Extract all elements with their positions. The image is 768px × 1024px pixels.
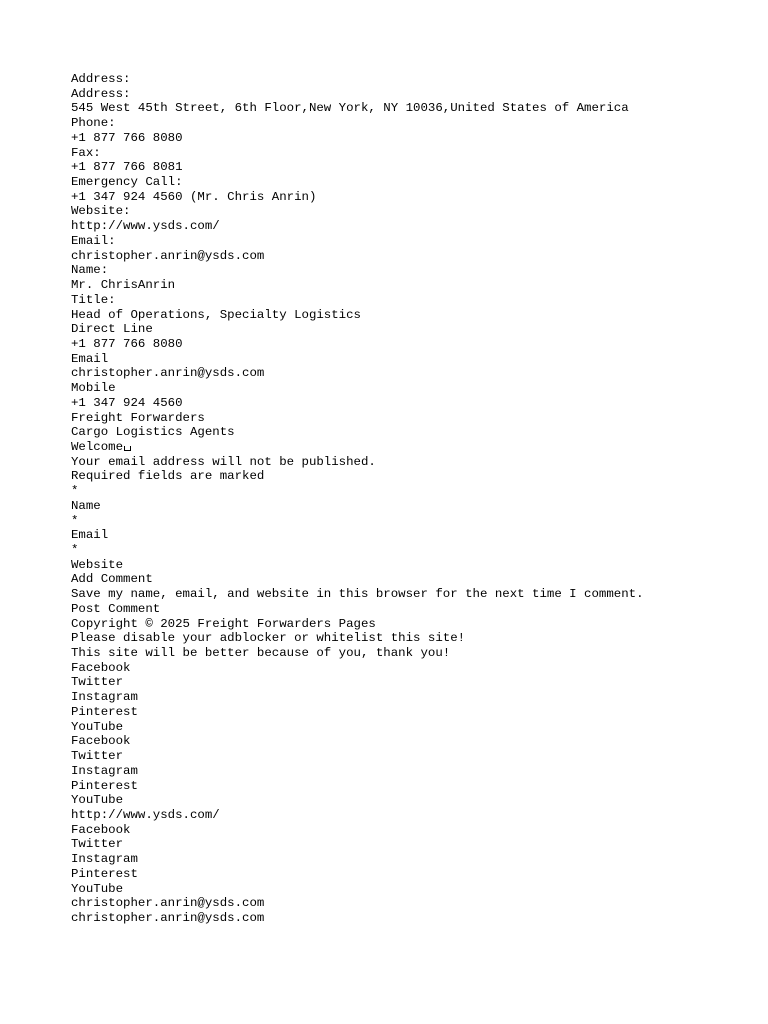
social-youtube-link[interactable]: YouTube	[71, 881, 124, 896]
name-value: Mr. ChrisAnrin	[71, 278, 176, 293]
email2-link[interactable]: christopher.anrin@ysds.com	[71, 366, 265, 381]
title-label: Title:	[71, 292, 116, 307]
adblock-notice: Please disable your adblocker or whitelist this site!	[71, 631, 466, 646]
email-notice: Your email address will not be published.	[71, 454, 376, 469]
page-content	[71, 72, 731, 926]
phone-label: Phone:	[71, 116, 116, 131]
title-value: Head of Operations, Specialty Logistics	[71, 307, 361, 322]
social-youtube-link[interactable]: YouTube	[71, 793, 124, 808]
website-field-label[interactable]: Website	[71, 557, 124, 572]
thanks-notice: This site will be better because of you, thank you!	[71, 646, 451, 661]
social-instagram-link[interactable]: Instagram	[71, 852, 138, 867]
name-label: Name:	[71, 263, 109, 278]
social-facebook-link[interactable]: Facebook	[71, 822, 131, 837]
email-field-label[interactable]: Email	[71, 528, 109, 543]
email2-label: Email	[71, 351, 109, 366]
name-field-label[interactable]: Name	[71, 498, 101, 513]
website-link[interactable]: http://www.ysds.com/	[71, 807, 220, 822]
mobile-label: Mobile	[71, 381, 116, 396]
social-instagram-link[interactable]: Instagram	[71, 763, 138, 778]
website-link[interactable]: http://www.ysds.com/	[71, 219, 220, 234]
social-pinterest-link[interactable]: Pinterest	[71, 704, 138, 719]
emergency-value[interactable]: +1 347 924 4560 (Mr. Chris Anrin)	[71, 189, 317, 204]
social-pinterest-link[interactable]: Pinterest	[71, 778, 138, 793]
social-facebook-link[interactable]: Facebook	[71, 734, 131, 749]
email-link[interactable]: christopher.anrin@ysds.com	[71, 896, 265, 911]
post-comment-button[interactable]: Post Comment	[71, 601, 161, 616]
tag-freight-forwarders[interactable]: Freight Forwarders	[71, 410, 205, 425]
tag-cargo-logistics-agents[interactable]: Cargo Logistics Agents	[71, 425, 235, 440]
fax-label: Fax:	[71, 145, 101, 160]
social-twitter-link[interactable]: Twitter	[71, 749, 124, 764]
address-label: Address:	[71, 86, 131, 101]
emergency-label: Emergency Call:	[71, 175, 183, 190]
add-comment-field[interactable]: Add Comment	[71, 572, 153, 587]
website-label: Website:	[71, 204, 131, 219]
social-twitter-link[interactable]: Twitter	[71, 675, 124, 690]
required-note: Required fields are marked	[71, 469, 265, 484]
social-twitter-link[interactable]: Twitter	[71, 837, 124, 852]
phone-value[interactable]: +1 877 766 8080	[71, 130, 183, 145]
email-link[interactable]: christopher.anrin@ysds.com	[71, 910, 265, 925]
save-consent-checkbox[interactable]: Save my name, email, and website in this browser for the next time I comment.	[71, 587, 644, 602]
placeholder-glyph-icon	[124, 446, 131, 451]
social-instagram-link[interactable]: Instagram	[71, 690, 138, 705]
name-required-marker: *	[71, 513, 79, 528]
social-facebook-link[interactable]: Facebook	[71, 660, 131, 675]
social-youtube-link[interactable]: YouTube	[71, 719, 124, 734]
welcome-heading	[71, 440, 731, 455]
address-heading: Address:	[71, 72, 131, 86]
fax-value: +1 877 766 8081	[71, 160, 183, 175]
welcome-text: Welcome	[71, 439, 124, 454]
address-value: 545 West 45th Street, 6th Floor,New York, NY 10036,United States of America	[71, 101, 629, 116]
copyright: Copyright © 2025 Freight Forwarders Pages	[71, 616, 376, 631]
email-required-marker: *	[71, 543, 79, 557]
required-marker: *	[71, 484, 79, 499]
social-pinterest-link[interactable]: Pinterest	[71, 866, 138, 881]
email-link[interactable]: christopher.anrin@ysds.com	[71, 248, 265, 263]
direct-line-label: Direct Line	[71, 322, 153, 337]
direct-line-value[interactable]: +1 877 766 8080	[71, 336, 183, 351]
mobile-value[interactable]: +1 347 924 4560	[71, 395, 183, 410]
email-label: Email:	[71, 233, 116, 248]
